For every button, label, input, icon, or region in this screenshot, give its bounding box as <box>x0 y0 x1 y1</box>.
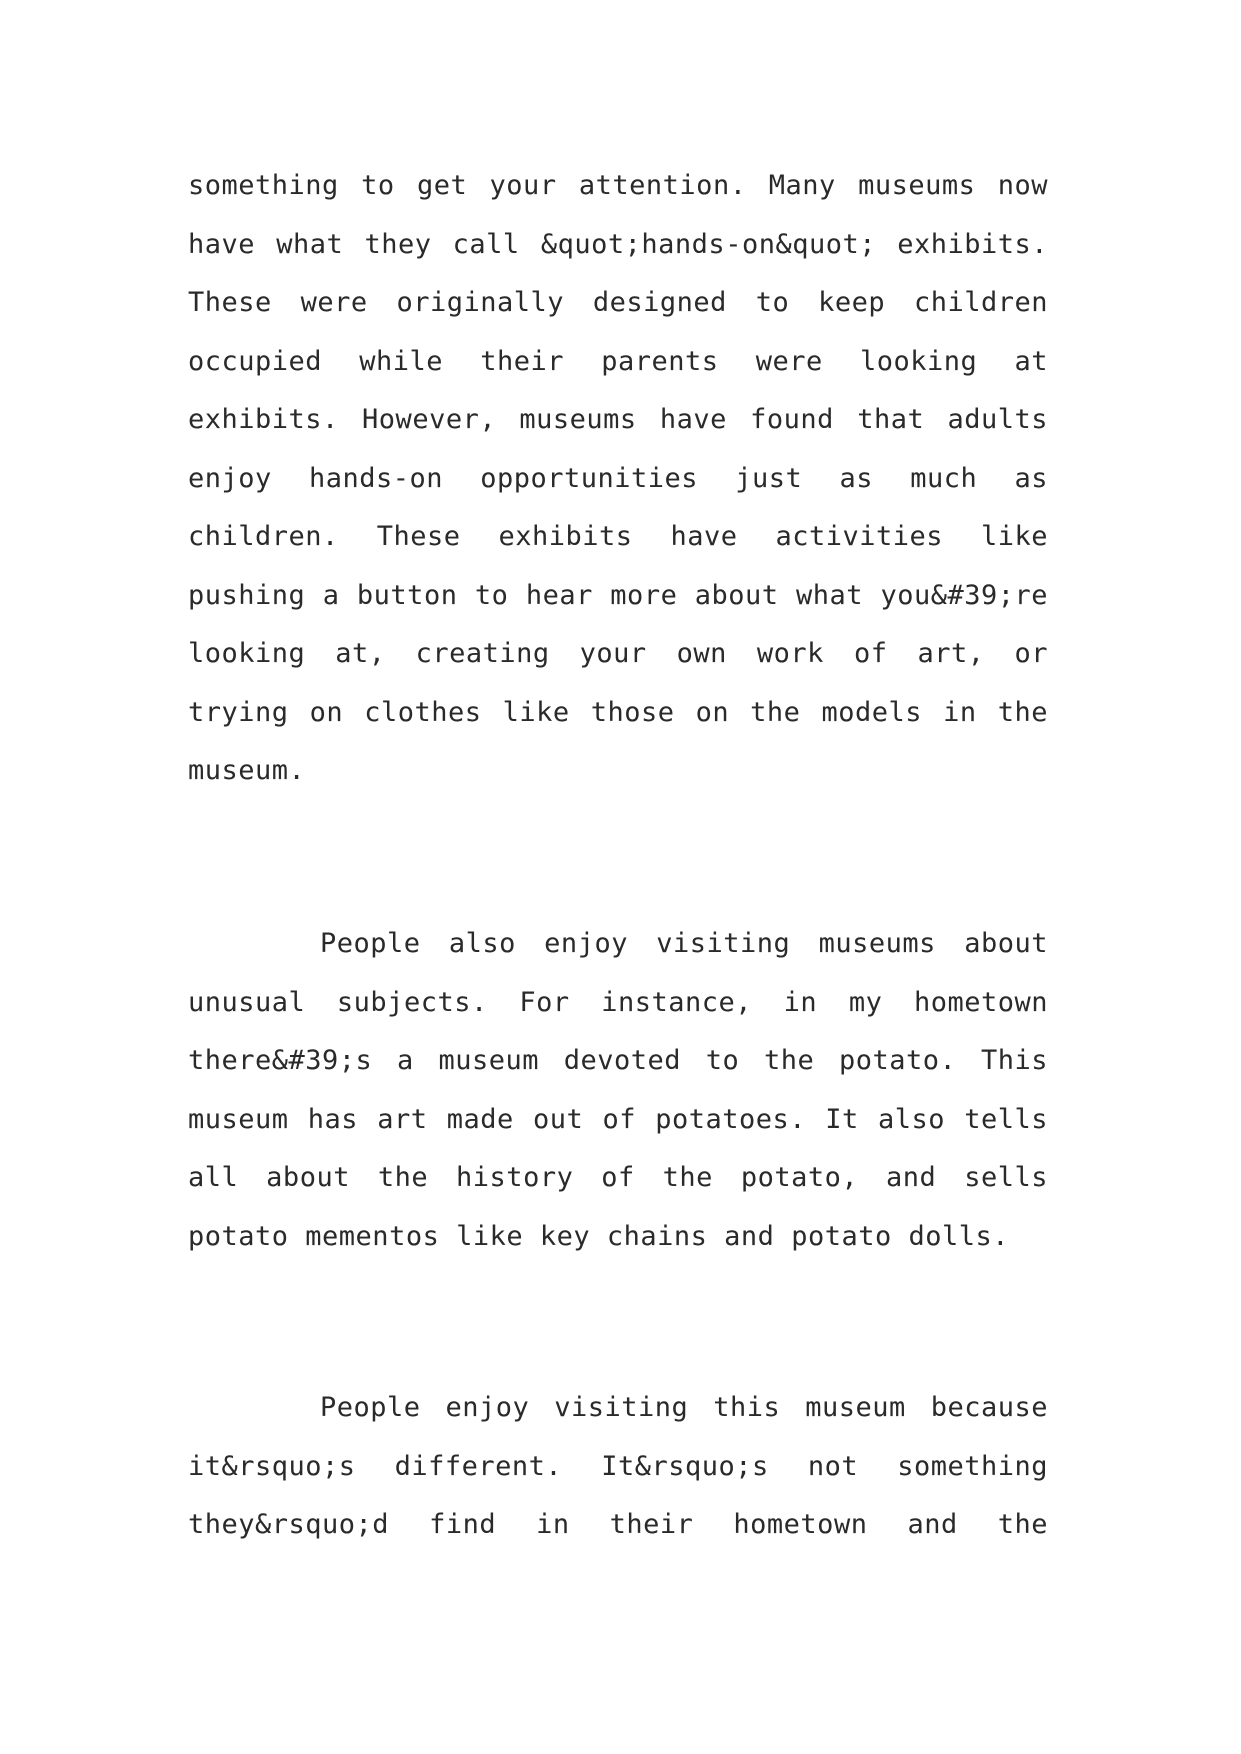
paragraph-unusual-subjects <box>188 915 1048 1266</box>
text-line: have what they call &quot;hands-on&quot; exhibits. <box>188 228 1048 260</box>
text-line: enjoy hands-on opportunities just as much as <box>188 462 1048 494</box>
text-line: trying on clothes like those on the models in the <box>188 696 1048 728</box>
text-line: there&#39;s a museum devoted to the potato. This <box>188 1045 1048 1076</box>
paragraph-hands-on-exhibits <box>188 157 1048 801</box>
text-line: children. These exhibits have activities like <box>188 521 1048 552</box>
text-line: potato mementos like key chains and potato dolls. <box>188 1220 1010 1252</box>
text-line: exhibits. However, museums have found that adults <box>188 404 1048 435</box>
text-line: unusual subjects. For instance, in my hometown <box>188 986 1048 1018</box>
text-line: These were originally designed to keep children <box>188 287 1048 318</box>
text-line: People also enjoy visiting museums about <box>320 928 1048 959</box>
text-line: looking at, creating your own work of art, or <box>188 638 1048 669</box>
text-line: museum has art made out of potatoes. It also tells <box>188 1103 1048 1135</box>
text-line: occupied while their parents were looking at <box>188 345 1048 377</box>
paragraph-different-museum <box>188 1379 1048 1555</box>
text-line: museum. <box>188 755 306 786</box>
text-line: all about the history of the potato, and sells <box>188 1162 1048 1193</box>
text-line: something to get your attention. Many museums now <box>188 170 1048 201</box>
text-line: pushing a button to hear more about what you&#39;re <box>188 579 1048 611</box>
text-line: they&rsquo;d find in their hometown and the <box>188 1509 1048 1540</box>
text-line: People enjoy visiting this museum because <box>320 1392 1048 1423</box>
text-line: it&rsquo;s different. It&rsquo;s not something <box>188 1450 1048 1482</box>
